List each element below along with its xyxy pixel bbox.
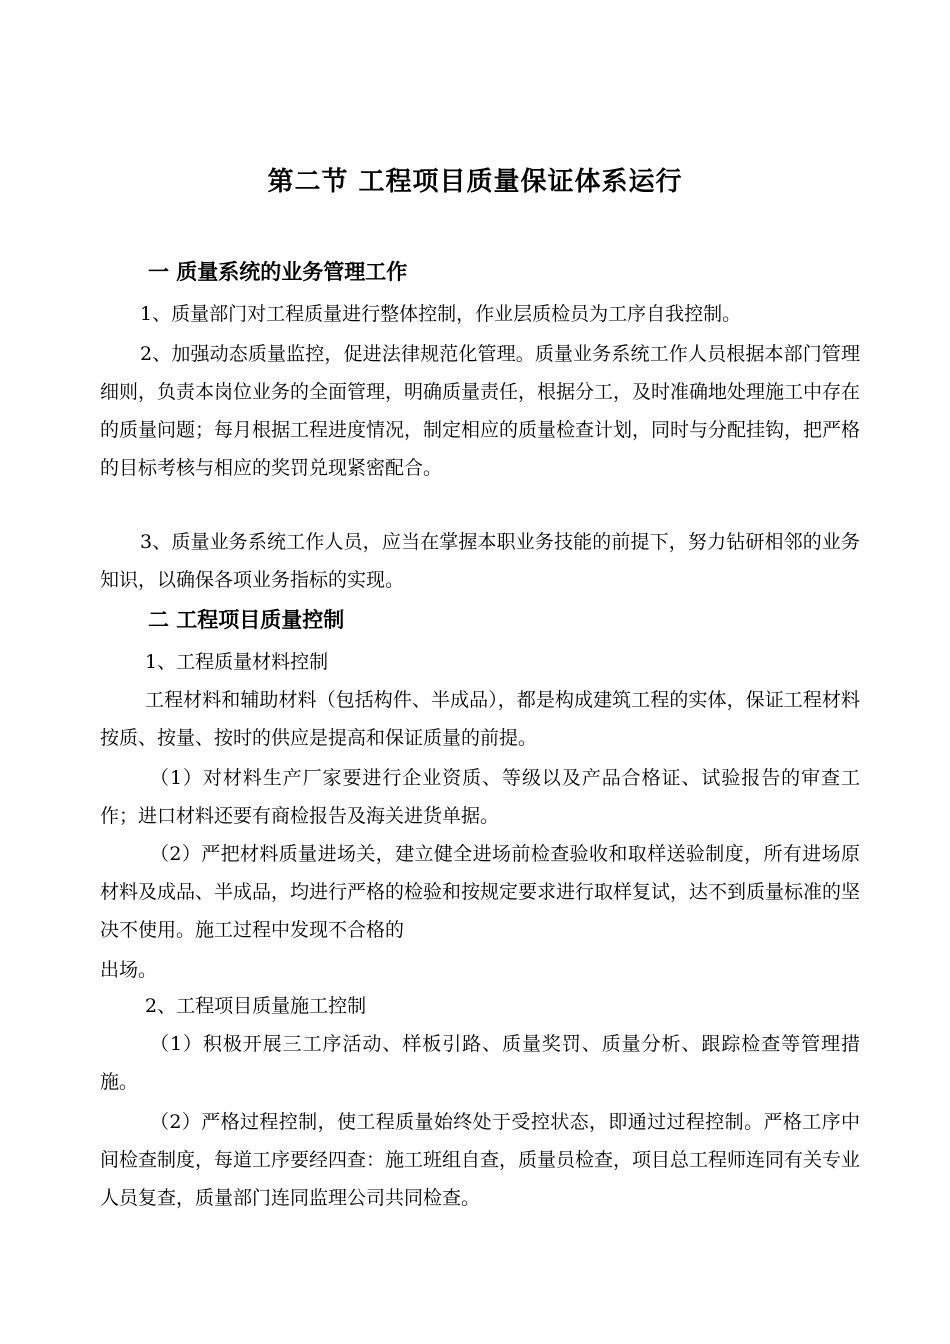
section-title: 第二节 工程项目质量保证体系运行 <box>267 167 683 197</box>
paragraph-material-inspection: （2）严把材料质量进场关，建立健全进场前检查验收和取样送验制度，所有进场原材料及成品、半成品，均进行严格的检验和按规定要求进行取样复试，达不到质量标准的坚决不使用。施工过程中发现不合格的 <box>100 843 861 941</box>
heading-project-quality-control: 二 工程项目质量控制 <box>148 608 345 632</box>
paragraph-material-inspection-tail: 出场。 <box>100 959 158 981</box>
paragraph-supplier-review: （1）对材料生产厂家要进行企业资质、等级以及产品合格证、试验报告的审查工作；进口材料还要有商检报告及海关进货单据。 <box>100 767 860 827</box>
paragraph-3: 3、质量业务系统工作人员，应当在掌握本职业务技能的前提下，努力钻研相邻的业务知识，以确保各项业务指标的实现。 <box>100 531 860 591</box>
subheading-construction-control: 2、工程项目质量施工控制 <box>145 995 367 1017</box>
paragraph-1: 1、质量部门对工程质量进行整体控制，作业层质检员为工序自我控制。 <box>140 303 742 325</box>
paragraph-materials: 工程材料和辅助材料（包括构件、半成品），都是构成建筑工程的实体，保证工程材料按质、按量、按时的供应是提高和保证质量的前提。 <box>100 689 860 749</box>
paragraph-2: 2、加强动态质量监控，促进法律规范化管理。质量业务系统工作人员根据本部门管理细则，负责本岗位业务的全面管理，明确质量责任，根据分工，及时准确地处理施工中存在的质量问题；每月根据工程进度情况，制定相应的质量检查计划，同时与分配挂钩，把严格的目标考核与相应的奖罚兑现紧密配合。 <box>100 343 861 479</box>
paragraph-process-control: （2）严格过程控制，使工程质量始终处于受控状态，即通过过程控制。严格工序中间检查制度，每道工序要经四查：施工班组自查，质量员检查，项目总工程师连同有关专业人员复查，质量部门连同监理公司共同检查。 <box>100 1111 861 1209</box>
subheading-material-control: 1、工程质量材料控制 <box>145 651 329 673</box>
heading-quality-business: 一 质量系统的业务管理工作 <box>148 260 408 284</box>
paragraph-management-measures: （1）积极开展三工序活动、样板引路、质量奖罚、质量分析、跟踪检查等管理措施。 <box>100 1033 860 1093</box>
